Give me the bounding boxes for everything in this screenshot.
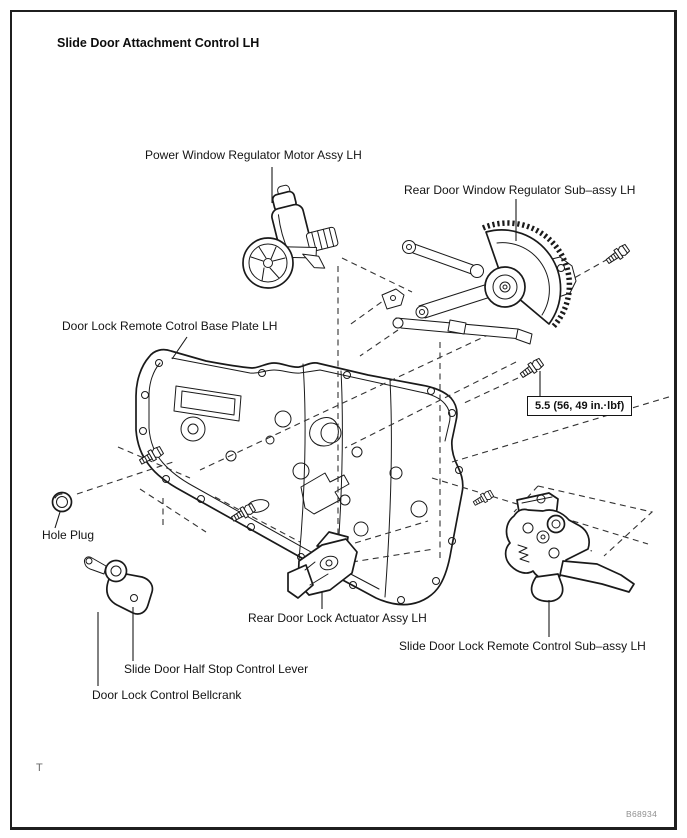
- label-bellcrank: Door Lock Control Bellcrank: [92, 688, 242, 702]
- bolt-icon: [472, 489, 494, 507]
- page-title: Slide Door Attachment Control LH: [57, 36, 260, 50]
- label-actuator: Rear Door Lock Actuator Assy LH: [248, 611, 427, 625]
- motor-assembly-drawing: [243, 176, 343, 288]
- label-base-plate: Door Lock Remote Cotrol Base Plate LH: [62, 319, 278, 333]
- footer-mark: T: [36, 762, 43, 774]
- torque-spec-box: 5.5 (56, 49 in.·lbf): [527, 396, 632, 416]
- label-power-window-motor: Power Window Regulator Motor Assy LH: [145, 148, 362, 162]
- label-hole-plug: Hole Plug: [42, 528, 95, 542]
- window-regulator-drawing: [382, 223, 576, 344]
- lock-remote-drawing: [506, 493, 634, 601]
- label-half-stop-lever: Slide Door Half Stop Control Lever: [124, 662, 309, 676]
- bellcrank-drawing: [84, 557, 152, 614]
- label-rear-window-regulator: Rear Door Window Regulator Sub–assy LH: [404, 183, 636, 197]
- label-slide-lock-remote: Slide Door Lock Remote Control Sub–assy LH: [399, 639, 646, 653]
- hole-plug-drawing: [53, 493, 72, 512]
- bolt-icon: [604, 243, 630, 266]
- figure-code: B68934: [626, 809, 658, 819]
